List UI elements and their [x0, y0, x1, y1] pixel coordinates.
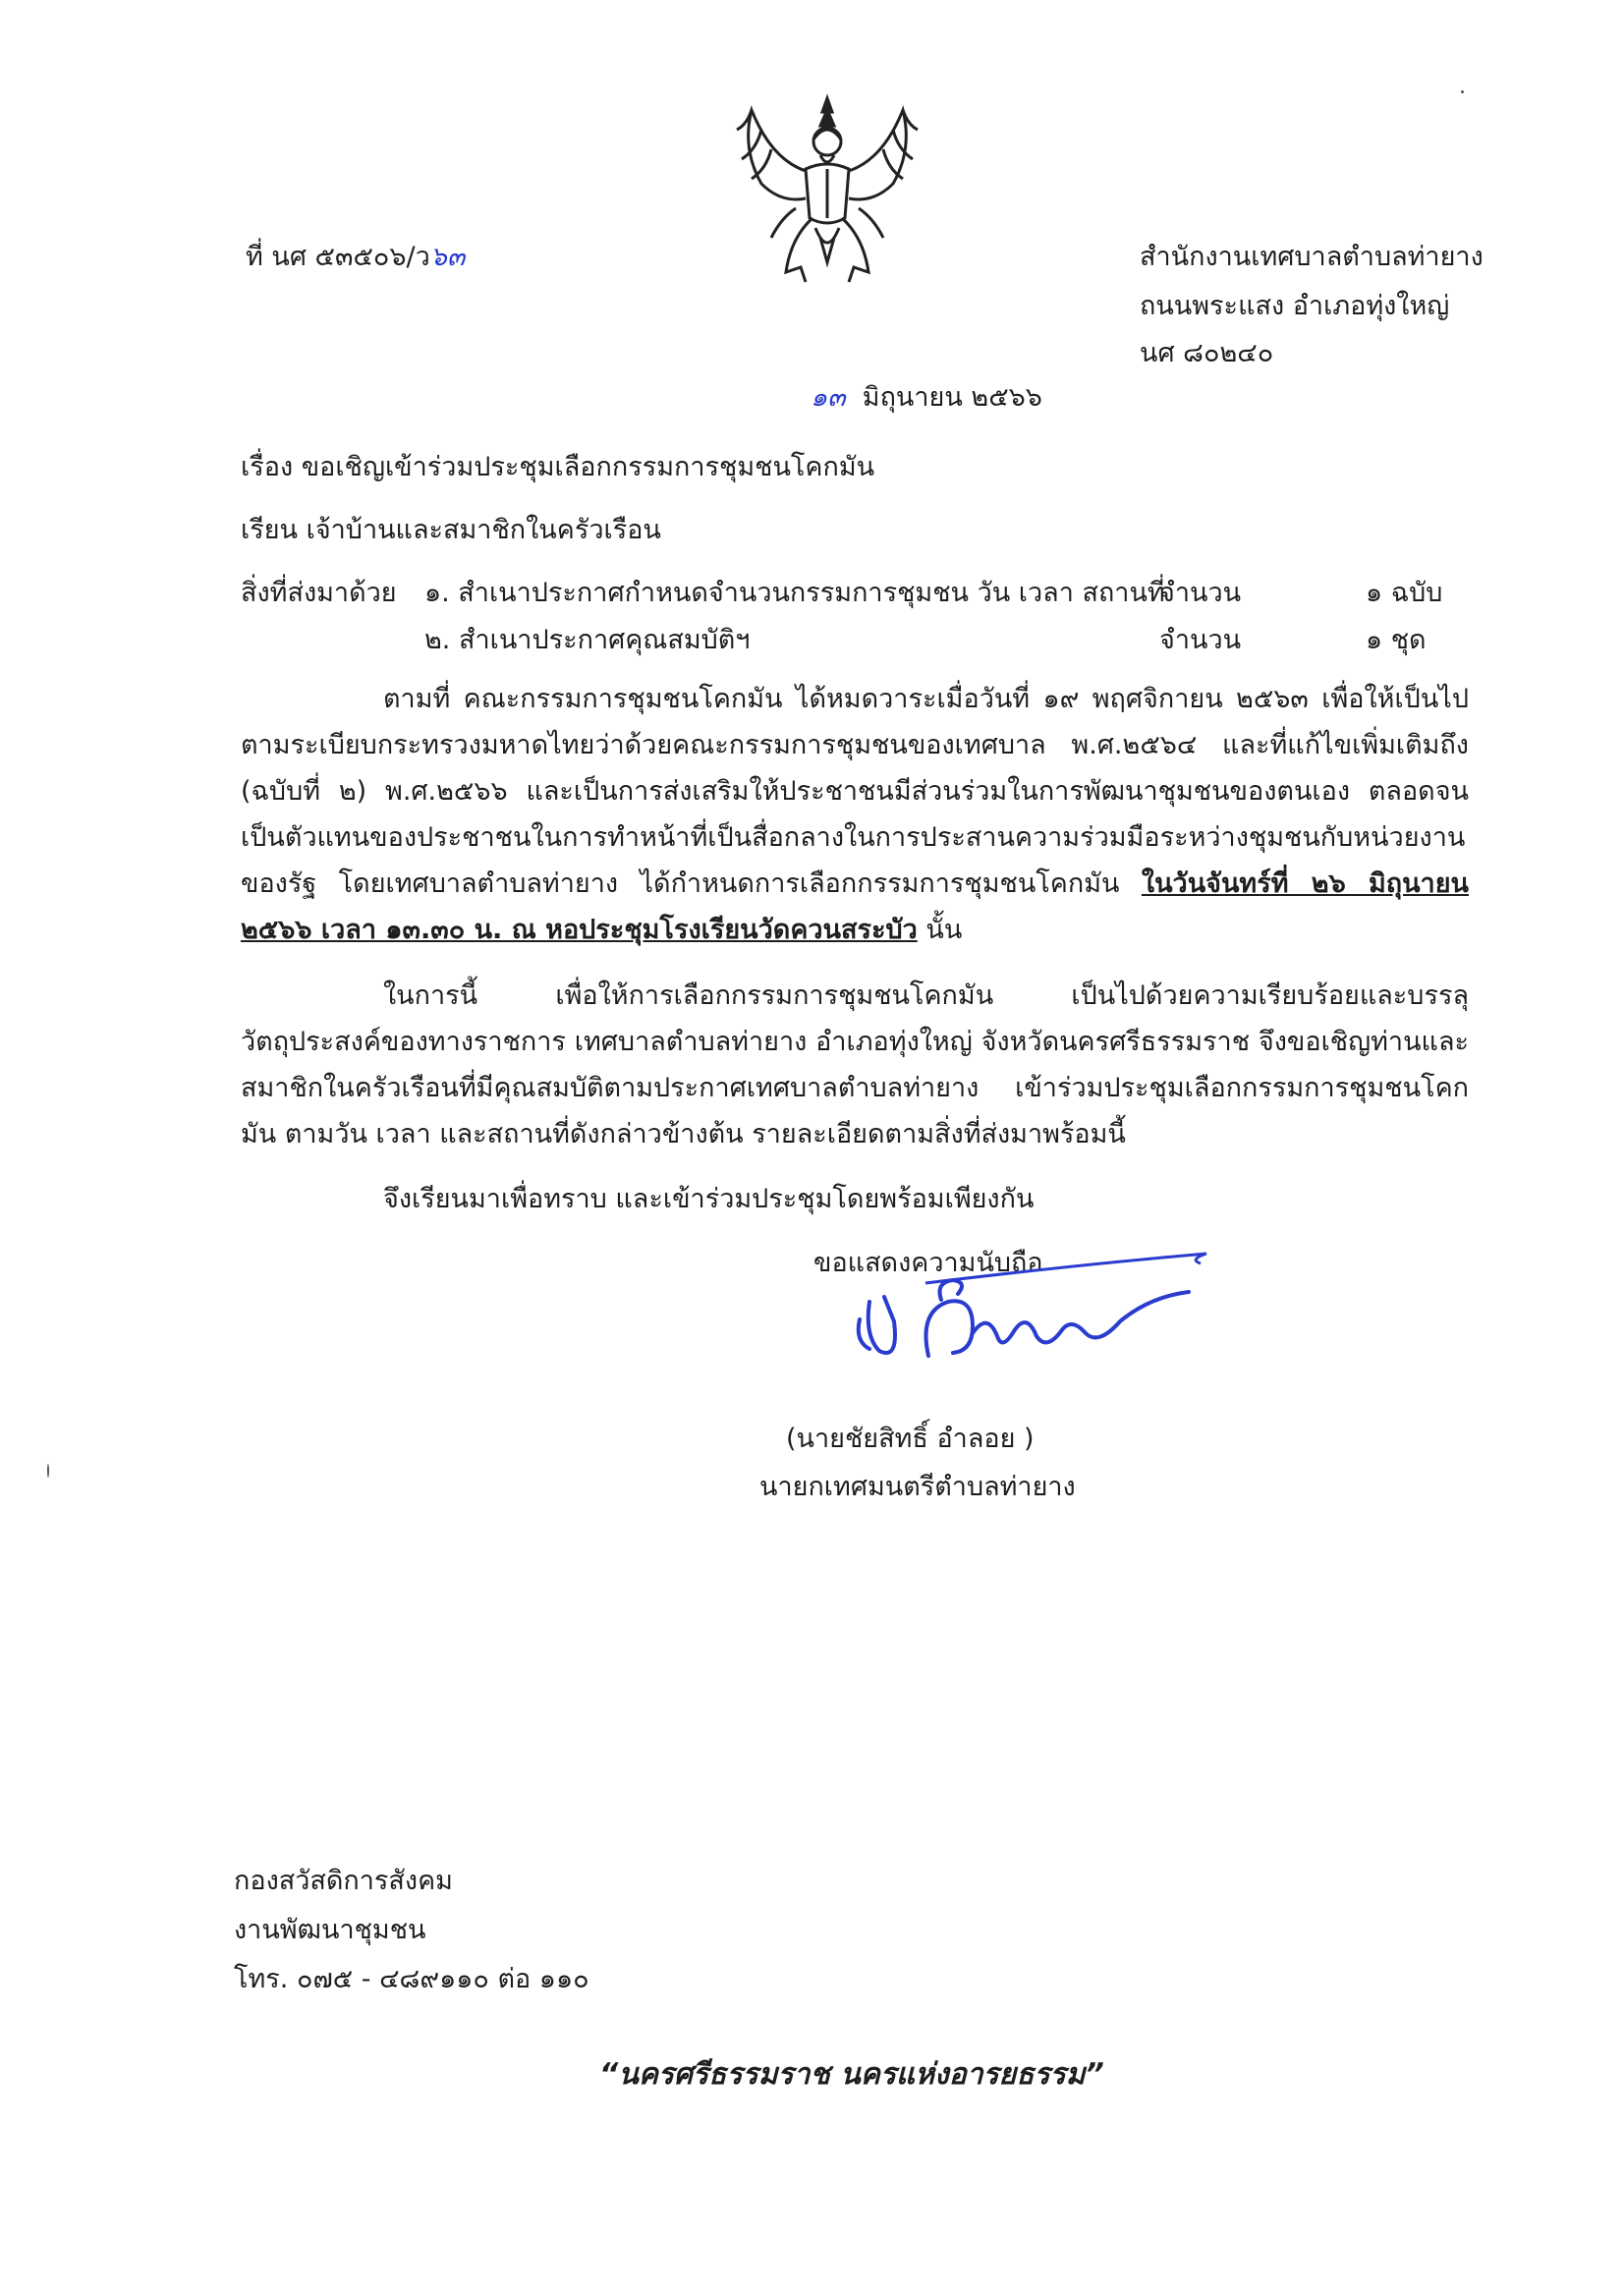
closing-salutation: ขอแสดงความนับถือ [813, 1248, 1043, 1278]
enclosure-qty-label-2: จำนวน [1159, 625, 1242, 655]
scan-mark [47, 1464, 49, 1478]
body-paragraph-2: ในการนี้ เพื่อให้การเลือกกรรมการชุมชนโคกมัน เป็นไปด้วยความเรียบร้อยและบรรลุวัตถุประสงค์ของทางราชการ เทศบาลตำบลท่ายาง อำเภอทุ่งใหญ่ จังหวัดนครศรีธรรมราช จึงขอเชิญท่านและสมาชิกในครัวเรือนที่มีคุณสมบัติตามประกาศเทศบาลตำบลท่ายาง เข้าร่วมประชุมเลือกกรรมการชุมชนโคกมัน ตามวัน เวลา และสถานที่ดังกล่าวข้างต้น รายละเอียดตามสิ่งที่ส่งมาพร้อมนี้ [241, 980, 1469, 1149]
signatory-title: นายกเทศมนตรีตำบลท่ายาง [759, 1472, 1076, 1502]
reference-number-handwritten: ๖๓ [429, 242, 466, 272]
body-paragraph-3: จึงเรียนมาเพื่อทราบ และเข้าร่วมประชุมโดยพร้อมเพียงกัน [383, 1184, 1035, 1214]
signatory-name: (นายชัยสิทธิ์ อำลอย ) [786, 1424, 1035, 1454]
letter-date: ๑๓ มิถุนายน ๒๕๖๖ [811, 382, 1042, 413]
enclosure-qty-2: ๑ ชุด [1366, 625, 1427, 655]
provincial-slogan: “นครศรีธรรมราช นครแห่งอารยธรรม” [599, 2057, 1104, 2092]
office-name: สำนักงานเทศบาลตำบลท่ายาง [1140, 242, 1484, 272]
office-road: ถนนพระแสง อำเภอทุ่งใหญ่ [1140, 291, 1450, 321]
scan-mark [1461, 90, 1464, 93]
enclosure-item-2: ๒. สำเนาประกาศคุณสมบัติฯ [424, 625, 751, 655]
reference-number: ที่ นศ ๕๓๕๐๖/ว๖๓ [246, 242, 466, 272]
footer-phone: โทร. ๐๗๕ - ๔๘๙๑๑๐ ต่อ ๑๑๐ [234, 1964, 589, 1994]
enclosure-item-1: ๑. สำเนาประกาศกำหนดจำนวนกรรมการชุมชน วัน เวลา สถานที่ [424, 578, 1165, 608]
garuda-emblem [722, 90, 933, 292]
enclosures-label: สิ่งที่ส่งมาด้วย [241, 578, 397, 608]
body-paragraph-1: ตามที่ คณะกรรมการชุมชนโคกมัน ได้หมดวาระเมื่อวันที่ ๑๙ พฤศจิกายน ๒๕๖๓ เพื่อให้เป็นไปตามระเบียบกระทรวงมหาดไทยว่าด้วยคณะกรรมการชุมชนของเทศบาล พ.ศ.๒๕๖๔ และที่แก้ไขเพิ่มเติมถึง (ฉบับที่ ๒) พ.ศ.๒๕๖๖ และเป็นการส่งเสริมให้ประชาชนมีส่วนร่วมในการพัฒนาชุมชนของตนเอง ตลอดจนเป็นตัวแทนของประชาชนในการทำหน้าที่เป็นสื่อกลางในการประสานความร่วมมือระหว่างชุมชนกับหน่วยงานของรัฐ โดยเทศบาลตำบลท่ายาง ได้กำหนดการเลือกกรรมการชุมชนโคกมัน ในวันจันทร์ที่ ๒๖ มิถุนายน ๒๕๖๖ เวลา ๑๓.๓๐ น. ณ หอประชุมโรงเรียนวัดควนสระบัว นั้น [241, 684, 1469, 945]
office-postal: นศ ๘๐๒๔๐ [1140, 338, 1274, 368]
letter-addressee: เรียน เจ้าบ้านและสมาชิกในครัวเรือน [241, 515, 661, 545]
letter-subject: เรื่อง ขอเชิญเข้าร่วมประชุมเลือกกรรมการชุมชนโคกมัน [241, 452, 875, 482]
enclosure-qty-1: ๑ ฉบับ [1366, 578, 1443, 608]
enclosure-qty-label-1: จำนวน [1159, 578, 1242, 608]
meeting-datetime-venue: ในวันจันทร์ที่ ๒๖ มิถุนายน ๒๕๖๖ เวลา ๑๓.๓๐ น. ณ หอประชุมโรงเรียนวัดควนสระบัว [241, 868, 1469, 945]
footer-section: งานพัฒนาชุมชน [234, 1915, 426, 1945]
date-day-handwritten: ๑๓ [811, 382, 846, 413]
footer-department: กองสวัสดิการสังคม [234, 1866, 453, 1896]
handwritten-signature [825, 1243, 1218, 1400]
